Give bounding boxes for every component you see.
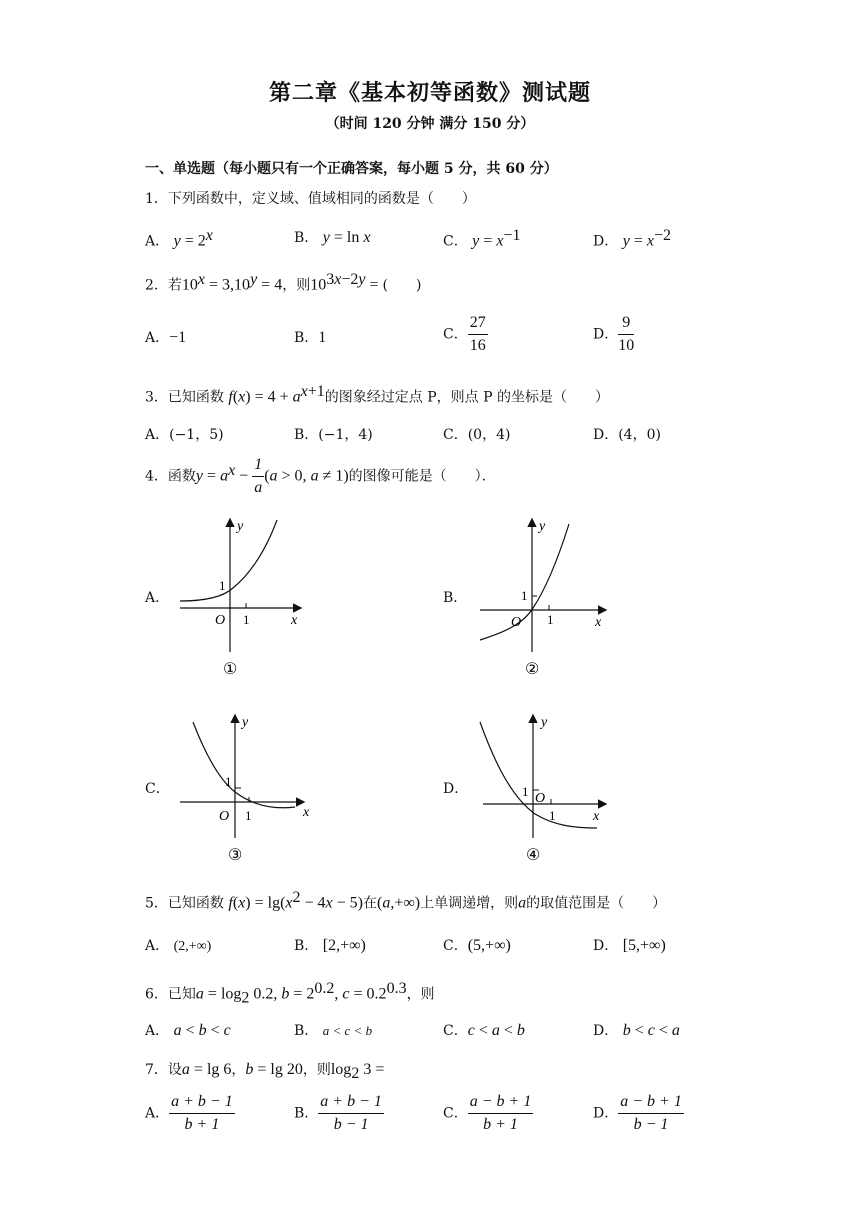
q6-stem: 6．已知$a = \log_2 0.2$, $b = 2^{0.2}$, $c = 0.2^{0.3}$，则: [145, 980, 435, 1007]
graph-2: [475, 512, 615, 682]
q1-option-a: A． $y = 2^x$: [145, 227, 213, 250]
graph-4-y-label: y: [541, 715, 548, 730]
graph-3-y-label: y: [242, 715, 249, 730]
graph-3-x-label: x: [303, 805, 310, 820]
graph-3-caption: ③: [228, 847, 243, 864]
q5-option-a: A． (2,+∞): [145, 938, 212, 954]
q1-option-c: C． $y = x^{-1}$: [443, 227, 521, 250]
q6-option-a: A． a < b < c: [145, 1022, 231, 1039]
q7-option-c: C． $\frac{a - b + 1}{b + 1}$: [443, 1093, 532, 1133]
graph-3-origin: O: [219, 809, 230, 824]
q2-stem: 2．若$10^x = 3,10^y = 4$，则$10^{3x-2y}$ = ( ): [145, 271, 422, 294]
q7-option-d: D． $\frac{a - b + 1}{b - 1}$: [593, 1093, 682, 1133]
graph-1-caption: ①: [223, 661, 238, 678]
graph-4-caption: ④: [526, 847, 541, 864]
q4-stem: 4．函数$y = a^x$ − $\frac{1}{a}$ (a > 0, a ≠ 1)的图像可能是（ ）．: [145, 456, 496, 496]
graph-3: [175, 708, 315, 868]
graph-4-x-label: x: [593, 809, 600, 824]
graph-1-origin: O: [215, 613, 226, 628]
q7-option-b: B． $\frac{a + b - 1}{b - 1}$: [294, 1093, 382, 1133]
graph-1-y-label: y: [237, 519, 244, 534]
q2-option-c: C． $\frac{27}{16}$: [443, 314, 486, 354]
graph-2-tick-x: 1: [547, 612, 554, 627]
graph-4-tick-y: 1: [522, 784, 529, 799]
q7-stem: 7．设a = lg 6，b = lg 20，则$\log_2 3$ =: [145, 1061, 385, 1082]
q4-option-a: A．: [145, 590, 170, 606]
page-title: 第二章《基本初等函数》测试题: [268, 80, 591, 106]
graph-2-x-label: x: [595, 615, 602, 630]
graph-1-tick-x: 1: [243, 612, 250, 627]
q1-stem: 1．下列函数中，定义域、值域相同的函数是（ ）: [145, 191, 476, 207]
graph-2-caption: ②: [525, 661, 540, 678]
q4-option-c: C．: [145, 781, 170, 797]
q1-option-d: D． $y = x^{-2}$: [593, 227, 671, 250]
graph-2-tick-y: 1: [521, 588, 528, 603]
q7-option-a: A． $\frac{a + b - 1}{b + 1}$: [145, 1093, 233, 1133]
section-heading: 一、单选题（每小题只有一个正确答案，每小题 5 分，共 60 分）: [145, 161, 558, 177]
q2-option-b: B．1: [294, 329, 327, 346]
q4-option-d: D．: [443, 781, 469, 797]
q3-option-b: B．(−1，4): [294, 427, 373, 443]
q5-option-c: C．(5,+∞): [443, 937, 511, 954]
page-subtitle: （时间 120 分钟 满分 150 分）: [325, 116, 535, 132]
graph-3-tick-x: 1: [245, 808, 252, 823]
q6-option-b: B． a < c < b: [294, 1023, 373, 1039]
q5-stem: 5．已知函数 $f(x) = \lg(x^2 - 4x - 5)$在(a,+∞)上单调递增，则a的取值范围是（ ）: [145, 889, 667, 912]
graph-2-y-label: y: [539, 519, 546, 534]
q3-option-d: D．(4，0): [593, 427, 661, 443]
graph-3-tick-y: 1: [225, 774, 232, 789]
q6-option-c: C．c < a < b: [443, 1022, 525, 1039]
q4-option-b: B．: [443, 590, 468, 606]
q3-option-a: A．(−1，5): [145, 427, 224, 443]
graph-1-tick-y: 1: [219, 578, 226, 593]
graph-4-origin: O: [535, 791, 546, 806]
graph-2-origin: O: [511, 615, 522, 630]
q2-option-d: D． $\frac{9}{10}$: [593, 314, 635, 354]
graph-1-x-label: x: [291, 613, 298, 628]
q1-option-b: B． y = ln x: [294, 229, 371, 246]
graph-4: [475, 708, 615, 868]
q3-stem: 3．已知函数 $f(x) = 4 + a^{x+1}$的图象经过定点 P，则点 P 的坐标是（ ）: [145, 383, 609, 406]
q6-option-d: D． b < c < a: [593, 1022, 680, 1039]
graph-4-tick-x: 1: [549, 808, 556, 823]
q5-option-d: D． [5,+∞): [593, 937, 666, 954]
graph-1: [175, 512, 315, 682]
q3-option-c: C．(0，4): [443, 427, 511, 443]
q5-option-b: B． [2,+∞): [294, 937, 366, 954]
q2-option-a: A．−1: [145, 329, 187, 346]
